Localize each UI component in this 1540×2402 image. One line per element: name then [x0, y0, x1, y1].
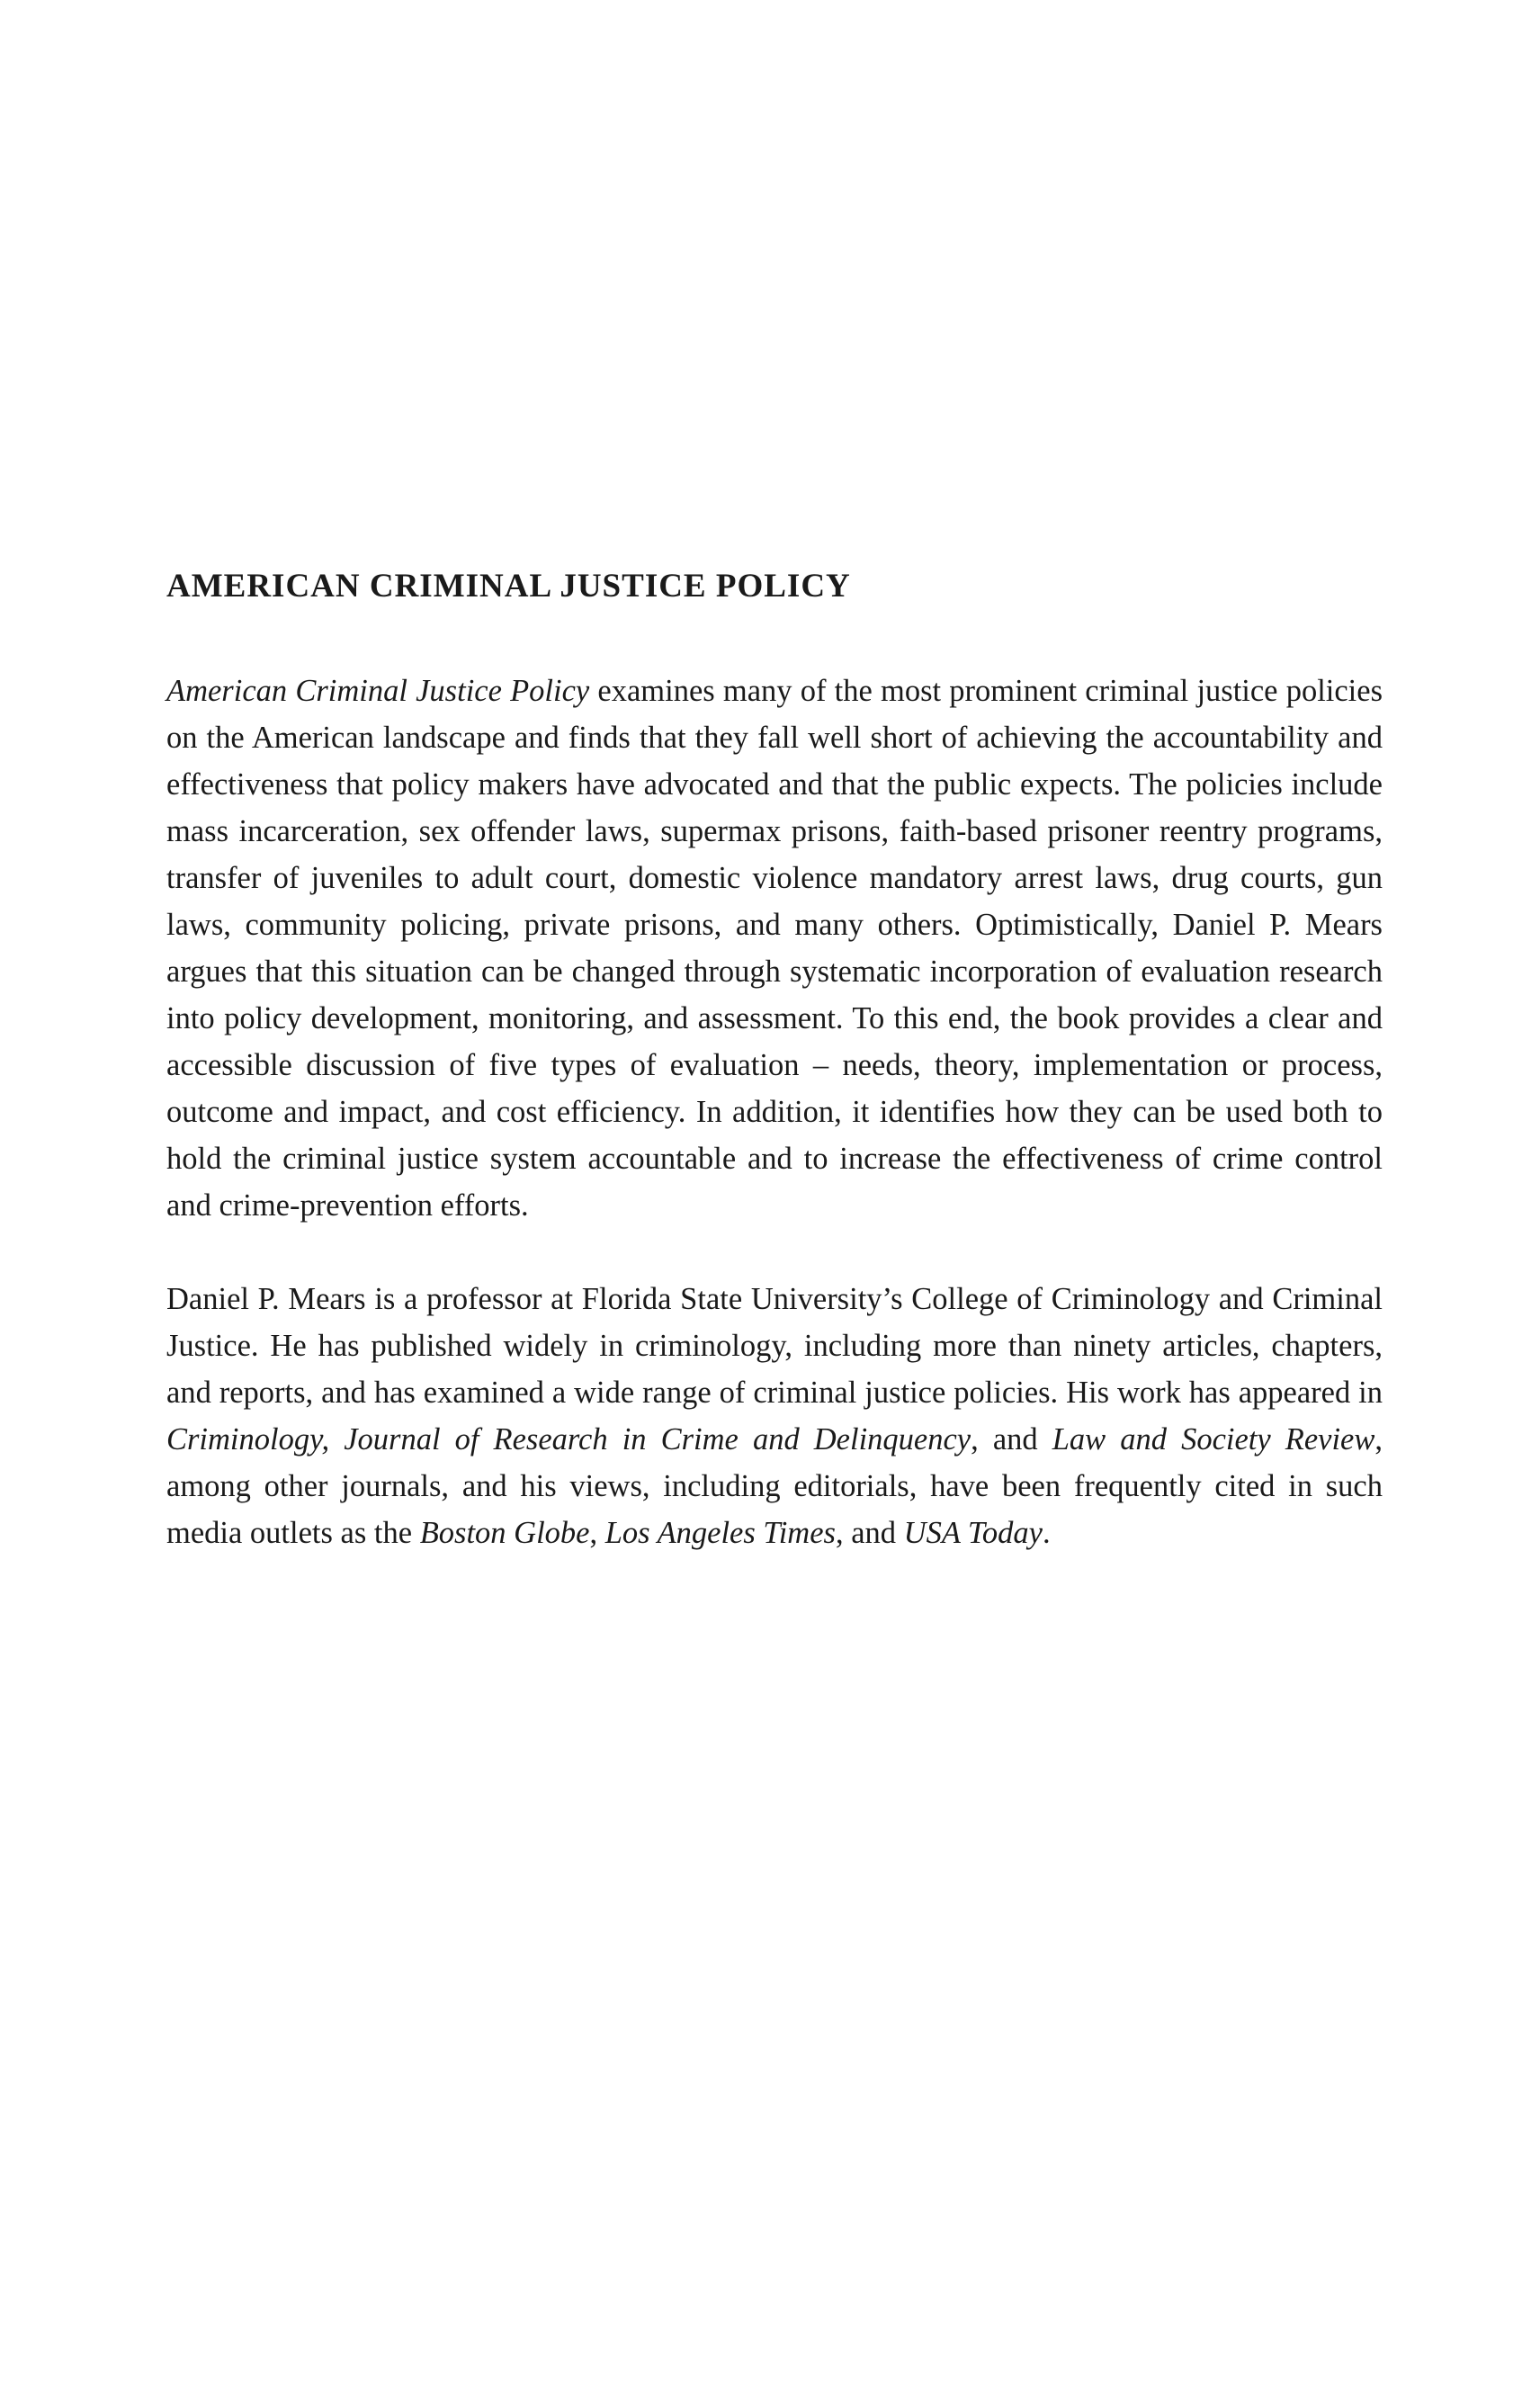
- author-bio-text-6: .: [1042, 1516, 1051, 1551]
- book-description-text: examines many of the most prominent criminal justice policies on the American landscape and finds that they fall well short of achieving the accountability and effectiveness that policy makers have advocated and that the public expects. The policies include mass incarceration, sex offender laws, supermax prisons, faith-based prisoner reentry programs, transfer of juveniles to adult court, domestic violence mandatory arrest laws, drug courts, gun laws, community policing, private prisons, and many others. Optimistically, Daniel P. Mears argues that this situation can be changed through systematic incorporation of evaluation research into policy development, monitoring, and assessment. To this end, the book provides a clear and accessible discussion of five types of evaluation – needs, theory, implementation or process, outcome and impact, and cost efficiency. In addition, it identifies how they can be used both to hold the criminal justice system accountable and to increase the effectiveness of crime control and crime-prevention efforts.: [166, 674, 1383, 1223]
- media-outlet-3: USA Today: [903, 1516, 1043, 1551]
- author-bio-text-3: , among other journals, and his views, including editorials, have been frequently cited in such media outlets as the: [166, 1422, 1383, 1551]
- author-bio-text-2: , and: [971, 1422, 1052, 1457]
- page-title: AMERICAN CRIMINAL JUSTICE POLICY: [166, 568, 851, 605]
- book-description-paragraph: [166, 668, 1383, 1229]
- author-bio-text-4: ,: [589, 1516, 605, 1551]
- author-bio-text-1: Daniel P. Mears is a professor at Florida State University’s College of Criminology and Criminal Justice. He has published widely in criminology, including more than ninety articles, chapters, and reports, and has examined a wide range of criminal justice policies. His work has appeared in: [166, 1282, 1383, 1411]
- journal-title-italic: Law and Society Review: [1052, 1422, 1375, 1457]
- author-bio-paragraph: [166, 1276, 1383, 1556]
- author-bio-text-5: , and: [835, 1516, 904, 1551]
- book-title-italic: American Criminal Justice Policy: [166, 674, 590, 709]
- journal-titles-italic: Criminology, Journal of Research in Crime and Delinquency: [166, 1422, 971, 1457]
- page-content: [166, 567, 1383, 1556]
- media-outlet-2: Los Angeles Times: [604, 1516, 836, 1551]
- media-outlet-1: Boston Globe: [419, 1516, 590, 1551]
